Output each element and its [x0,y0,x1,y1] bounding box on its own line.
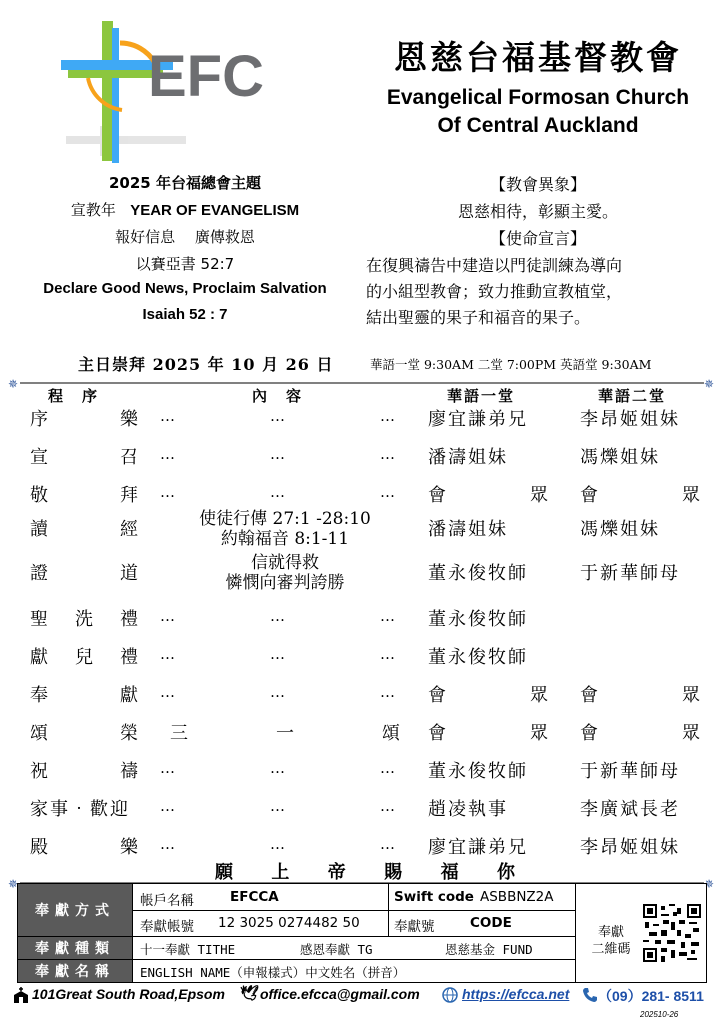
program-item-char: 獻 [30,647,50,668]
theme-verse-ref-en: Isaiah 52 : 7 [142,306,228,323]
theme-verse-ref-zh: 以賽亞書 52:7 [135,255,235,273]
leader-dots: … [160,607,176,625]
program-person-s2: 馮爍姐妹 [580,519,660,540]
leader-dots: … [160,835,176,853]
program-item [30,833,140,859]
svg-text:✵: ✵ [8,377,19,389]
leader-dots: … [380,407,396,425]
offering-type-label: 奉獻種類 [18,937,132,959]
account-name-label: 帳戶名稱 [140,893,194,909]
blessing-char: 你 [496,862,515,883]
blessing-char: 福 [440,862,459,883]
qr-label [586,924,636,958]
email-link[interactable]: office.efcca@gmail.com [260,986,420,1002]
program-item-char: 洗 [75,609,95,630]
program-row [0,795,724,825]
program-person-s2 [580,681,702,707]
leader-dots: … [270,835,286,853]
theme-line1: 2025 年台福總會主題 [109,174,261,192]
program-content-line1: 使徒行傳 27:1 -28:10 [199,509,371,529]
program-content-char: 一 [276,723,296,744]
blessing-char: 上 [271,862,290,883]
program-item [30,605,140,631]
program-item-char: 奉 [30,685,50,706]
leader-dots: … [160,683,176,701]
program-person-s1 [428,481,550,507]
program-row [0,481,724,511]
program-item [30,757,140,783]
program-item-char: 道 [120,563,140,584]
program-item-char: 召 [120,447,140,468]
program-person-s2: 于新華師母 [580,563,680,584]
program-item-char: 讀 [30,519,50,540]
service-date: 主日崇拜 2025 年 10 月 26 日 [78,355,334,374]
svg-text:✵: ✵ [704,877,715,889]
leader-dots: … [270,445,286,463]
program-row [0,509,724,549]
vision-heading: 【教會異象】 [489,175,586,194]
program-item [30,481,140,507]
program-row [0,719,724,749]
program-item [30,515,140,541]
church-icon [12,986,30,1004]
program-content-char: 頌 [382,723,402,744]
program-content [170,719,402,745]
program-row [0,405,724,435]
program-person-char: 會 [580,485,600,506]
account-number-value: 12 3025 0274482 50 [218,915,360,931]
church-logo [60,18,290,168]
program-item [30,559,140,585]
program-row [0,643,724,673]
leader-dots: … [270,407,286,425]
leader-dots: … [270,683,286,701]
blessing-char: 帝 [327,862,346,883]
header-program: 程 序 [48,387,100,405]
leader-dots: … [380,607,396,625]
program-person-s1: 董永俊牧師 [428,647,528,668]
church-name-zh: 恩慈台福基督教會 [394,38,682,77]
program-item [30,795,140,821]
offering-type-tithe: 十一奉獻 TITHE [140,942,236,957]
mission-line3: 結出聖靈的果子和福音的果子。 [366,308,591,327]
program-content-line2: 約翰福音 8:1-11 [220,529,350,549]
header-service1: 華語一堂 [447,387,516,405]
program-person-char: 會 [580,685,600,706]
offering-type-tg: 感恩奉獻 TG [300,942,373,957]
offering-method-label: 奉獻方式 [18,884,132,936]
church-name-en-line2: Of Central Auckland [437,114,639,137]
offering-name-format: ENGLISH NAME（申報樣式）中文姓名（拼音） [140,965,406,980]
leader-dots: … [380,835,396,853]
blessing-char: 賜 [384,862,403,883]
leader-dots: … [160,759,176,777]
address: 101Great South Road,Epsom [32,986,225,1002]
mission-line1: 在復興禱告中建造以門徒訓練為導向 [366,256,623,275]
program-person-s1: 廖宜謙弟兄 [428,837,528,858]
leader-dots: … [380,683,396,701]
program-item-char: 宣 [30,447,50,468]
program-content-line1: 信就得救 [251,553,319,573]
mission-heading: 【使命宣言】 [489,229,586,248]
leader-dots: … [270,797,286,815]
theme-line3: 報好信息 廣傳救恩 [115,228,255,246]
church-name-en-line1: Evangelical Formosan Church [386,86,690,109]
program-person-s2 [580,481,702,507]
blessing-char: 願 [215,862,233,883]
website-link[interactable]: https://efcca.net [462,986,570,1002]
bulletin-code: 202510-26 [640,1010,679,1019]
program-item-char: 樂 [120,837,140,858]
program-row [0,553,724,593]
program-item [30,643,140,669]
program-item-char: 殿 [30,837,50,858]
service-times: 華語一堂 9:30AM 二堂 7:00PM 英語堂 9:30AM [370,357,652,372]
program-item [30,443,140,469]
program-person-s1 [428,681,550,707]
program-item-char: 頌 [30,723,50,744]
program-item-char: 獻 [120,685,140,706]
vision-text: 恩慈相待，彰顯主愛。 [457,202,618,221]
program-row [0,605,724,635]
offering-table [17,883,707,983]
leader-dots: … [380,645,396,663]
qr-label-line2: 二維碼 [591,942,631,957]
program-person-s2: 李昂姬姐妹 [580,837,680,858]
program-item-char: 序 [30,409,50,430]
program-person-s1: 董永俊牧師 [428,761,528,782]
program-person-s1: 董永俊牧師 [428,563,528,584]
leader-dots: … [160,645,176,663]
program-person-s2: 馮爍姐妹 [580,447,660,468]
program-content [160,509,410,549]
program-content-char: 三 [170,723,190,744]
leader-dots: … [160,407,176,425]
program-row [0,681,724,711]
svg-text:✵: ✵ [704,377,715,389]
program-row [0,443,724,473]
phone-number[interactable]: （09）281- 8511 [598,988,704,1004]
program-person-s1: 潘濤姐妹 [428,519,508,540]
svg-text:✵: ✵ [8,877,19,889]
program-item-char: 榮 [120,723,140,744]
program-person-s1: 潘濤姐妹 [428,447,508,468]
program-person-s2: 李廣斌長老 [580,799,680,820]
leader-dots: … [160,797,176,815]
program-person-s2: 李昂姬姐妹 [580,409,680,430]
globe-icon [442,987,458,1003]
program-item-char: 禮 [120,609,140,630]
footer [8,983,718,1007]
program-person-char: 眾 [530,485,550,506]
program-content [160,553,410,593]
program-item-char: 禱 [120,761,140,782]
program-item-char: 經 [120,519,140,540]
program-person-char: 會 [580,723,600,744]
program-item [30,719,140,745]
program-person-s1: 廖宜謙弟兄 [428,409,528,430]
theme-line2 [20,199,350,220]
offering-name-label: 奉獻名稱 [18,960,132,982]
program-content-line2: 憐憫向審判誇勝 [225,573,345,593]
program-item-char: 聖 [30,609,50,630]
theme-english: Declare Good News, Proclaim Salvation [43,280,327,297]
program-person-char: 眾 [682,723,702,744]
program-person-char: 會 [428,723,448,744]
mission-line2: 的小組型教會；致力推動宣教植堂， [366,282,623,301]
leader-dots: … [380,797,396,815]
leader-dots: … [160,483,176,501]
qr-label-line1: 奉獻 [597,925,624,940]
leader-dots: … [380,445,396,463]
program-person-s2: 于新華師母 [580,761,680,782]
header-service2: 華語二堂 [598,387,667,405]
account-number-label: 奉獻帳號 [140,919,194,935]
program-item-text: 家事‧歡迎 [30,799,130,820]
code-value: CODE [470,915,512,931]
program-item-char: 證 [30,563,50,584]
program-item-char: 祝 [30,761,50,782]
program-item-char: 兒 [75,647,95,668]
program-person-s1: 董永俊牧師 [428,609,528,630]
program-person-char: 眾 [530,685,550,706]
program-item-char: 敬 [30,485,50,506]
phone-icon [582,987,598,1003]
leader-dots: … [270,645,286,663]
program-person-s2 [580,719,702,745]
leader-dots: … [380,483,396,501]
code-label: 奉獻號 [394,919,435,935]
program-person-char: 會 [428,485,448,506]
theme-line2-en: YEAR OF EVANGELISM [130,202,300,219]
program-item [30,681,140,707]
dove-icon: 🕊 [240,985,260,1002]
program-person-char: 眾 [682,485,702,506]
swift-label: Swift code [394,889,474,905]
program-item-char: 樂 [120,409,140,430]
program-item [30,405,140,431]
program-item-char: 拜 [120,485,140,506]
program-person-s1: 趙凌執事 [428,799,508,820]
leader-dots: … [270,607,286,625]
offering-type-fund: 恩慈基金 FUND [445,942,533,957]
leader-dots: … [380,759,396,777]
program-person-char: 眾 [530,723,550,744]
logo-text: EFC [148,44,264,109]
program-person-char: 會 [428,685,448,706]
leader-dots: … [270,759,286,777]
qr-code-icon[interactable] [643,904,701,962]
account-name-value: EFCCA [230,889,279,905]
leader-dots: … [270,483,286,501]
leader-dots: … [160,445,176,463]
program-person-s1 [428,719,550,745]
header-content: 內 容 [252,387,304,405]
program-item-char: 禮 [120,647,140,668]
program-row [0,757,724,787]
swift-value: ASBBNZ2A [480,889,554,905]
program-person-char: 眾 [682,685,702,706]
cross-logo-icon [60,18,290,168]
theme-line2-zh: 宣教年 [70,201,116,219]
